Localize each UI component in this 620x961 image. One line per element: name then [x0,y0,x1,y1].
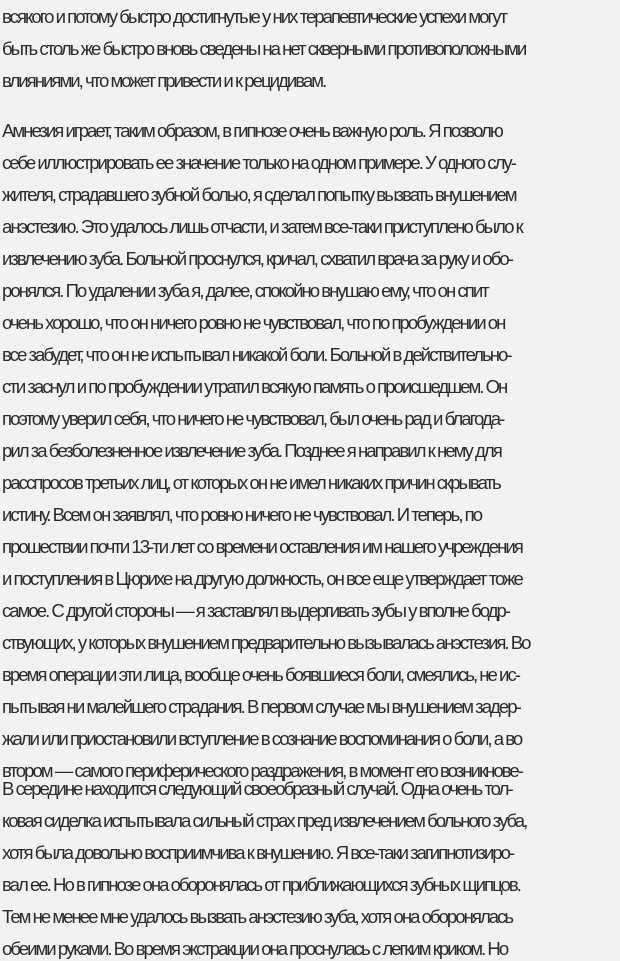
paragraph-line: втором — самого периферического раздражения, в момент его возникнове- [2,760,522,781]
paragraph-line: время операции эти лица, вообще очень боявшиеся боли, смеялись, не ис- [2,664,519,685]
paragraph-2 [0,115,620,787]
paragraph-line: обеими руками. Во время экстракции она проснулась с легким криком. Но [2,938,508,959]
paragraph-1 [0,1,620,97]
paragraph-line: жителя, страдавшего зубной болью, я сделал попытку вызвать внушением [2,184,516,205]
paragraph-line: прошествии почти 13-ти лет со времени оставления им нашего учреждения [2,536,522,557]
paragraph-line: Амнезия играет, таким образом, в гипнозе очень важную роль. Я позволю [2,120,502,141]
paragraph-line: самое. С другой стороны — я заставлял выдергивать зубы у вполне бодр- [2,600,510,621]
paragraph-line: хотя была довольно восприимчива к внушению. Я все-таки загипнотизиро- [2,842,514,863]
paragraph-3 [0,773,620,961]
paragraph-line: вал ее. Но в гипнозе она оборонялась от приближающихся зубных щипцов. [2,874,520,895]
paragraph-line: расспросов третьих лиц, от которых он не имел никаких причин скрывать [2,472,500,493]
paragraph-line: поэтому уверил себя, что ничего не чувствовал, был очень рад и благода- [2,408,504,429]
paragraph-line: жали или приостановили вступление в сознание воспоминания о боли, а во [2,728,522,749]
paragraph-line: рил за безболезненное извлечение зуба. Позднее я направил к нему для [2,440,501,461]
paragraph-line: все забудет, что он не испытывал никакой боли. Больной в действительно- [2,344,511,365]
paragraph-line: быть столь же быстро вновь сведены на нет скверными противоположными [2,38,526,59]
paragraph-line: Тем не менее мне удалось вызвать анэстезию зуба, хотя она оборонялась [2,906,513,927]
paragraph-line: ронялся. По удалении зуба я, далее, спокойно внушаю ему, что он спит [2,280,488,301]
paragraph-line: всякого и потому быстро достигнутые у них терапевтические успехи могут [2,6,507,27]
paragraph-line: ковая сиделка испытывала сильный страх пред извлечением больного зуба, [2,810,527,831]
paragraph-line: и поступления в Цюрихе на другую должность, он все еще утверждает тоже [2,568,522,589]
paragraph-line: очень хорошо, что он ничего ровно не чувствовал, что по пробуждении он [2,312,505,333]
paragraph-line: извлечению зуба. Больной проснулся, кричал, схватил врача за руку и обо- [2,248,512,269]
paragraph-line: влияниями, что может привести и к рецидивам. [2,70,326,91]
paragraph-line: сти заснул и по пробуждении утратил всякую память о происшедшем. Он [2,376,507,397]
paragraph-line: истину. Всем он заявлял, что ровно ничего не чувствовал. И теперь, по [2,504,482,525]
paragraph-line: В середине находится следующий своеобразный случай. Одна очень тол- [2,778,512,799]
paragraph-line: пытывая ни малейшего страдания. В первом случае мы внушением задер- [2,696,520,717]
paragraph-line: анэстезию. Это удалось лишь отчасти, и затем все-таки приступлено было к [2,216,522,237]
paragraph-line: себе иллюстрировать ее значение только на одном примере. У одного слу- [2,152,515,173]
paragraph-line: ствующих, у которых внушением предварительно вызывалась анэстезия. Во [2,632,530,653]
